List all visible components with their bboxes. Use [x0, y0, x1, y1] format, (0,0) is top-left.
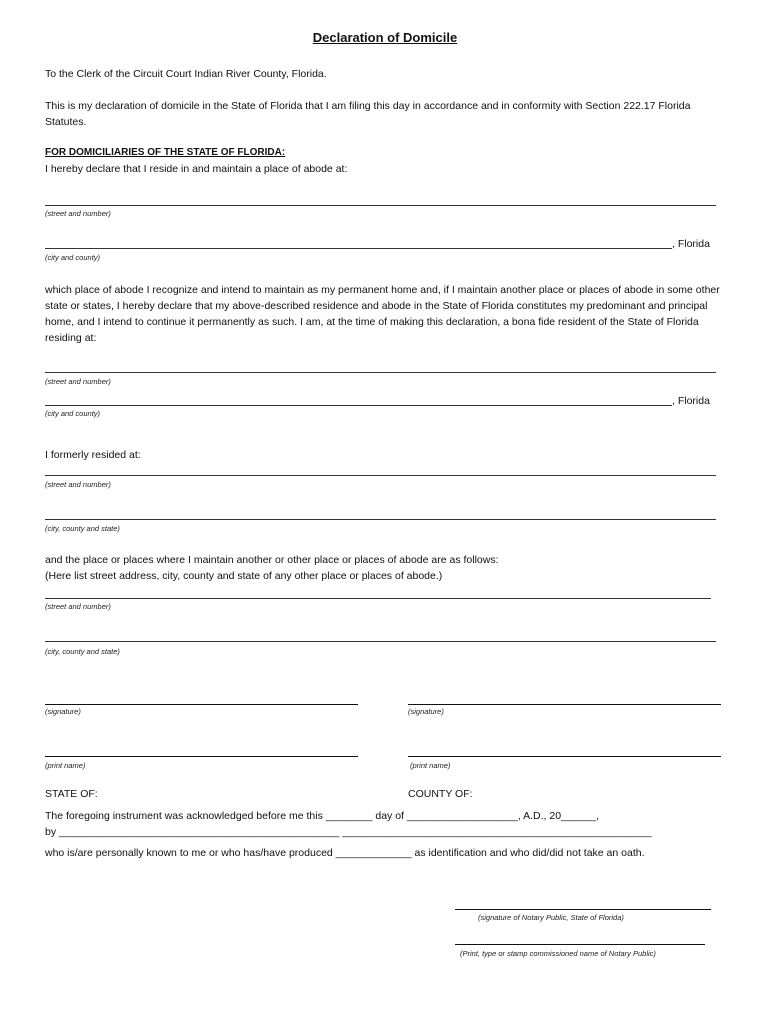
permanent-home-paragraph: which place of abode I recognize and intend to maintain as my permanent home and, if I maintain another place or places of abode in some other state or states, I hereby declare that my above-described residence and abode in the State of Florida constitutes my predominant and principal home, and I intend to continue it permanently as such. I am, at the time of making this declaration, a bona fide resident of the State of Florida residing at: [45, 284, 720, 344]
by-line: by ________________________________________________ _____________________________________________________ [45, 826, 652, 838]
former-city-caption: (city, county and state) [45, 524, 120, 533]
other-street-line[interactable] [45, 598, 711, 599]
intro-paragraph: This is my declaration of domicile in the State of Florida that I am filing this day in accordance and in conformity with Section 222.17 Florida Statutes. [45, 100, 691, 128]
street-number-caption-1: (street and number) [45, 209, 111, 218]
former-street-caption: (street and number) [45, 480, 111, 489]
acknowledgment-text: The foregoing instrument was acknowledged before me this ________ day of ___________________, A.D., 20______, [45, 810, 599, 822]
notary-name-line[interactable] [455, 944, 705, 945]
signature-line-right[interactable] [408, 704, 721, 705]
notary-signature-line[interactable] [455, 909, 711, 910]
florida-suffix-2: , Florida [672, 395, 710, 407]
street-number-line-2[interactable] [45, 372, 716, 373]
declare-text: I hereby declare that I reside in and maintain a place of abode at: [45, 163, 348, 175]
print-name-line-right[interactable] [408, 756, 721, 757]
print-name-caption-left: (print name) [45, 761, 86, 770]
signature-line-left[interactable] [45, 704, 358, 705]
city-county-line-2[interactable] [45, 405, 672, 406]
other-places-text: and the place or places where I maintain another or other place or places of abode are as follows: [45, 554, 499, 566]
signature-caption-left: (signature) [45, 707, 81, 716]
former-city-line[interactable] [45, 519, 716, 520]
formerly-resided-label: I formerly resided at: [45, 449, 141, 461]
former-street-line[interactable] [45, 475, 716, 476]
other-city-caption: (city, county and state) [45, 647, 120, 656]
street-number-caption-2: (street and number) [45, 377, 111, 386]
print-name-caption-right: (print name) [410, 761, 451, 770]
notary-name-caption: (Print, type or stamp commissioned name of Notary Public) [460, 949, 656, 958]
city-county-caption-1: (city and county) [45, 253, 101, 262]
other-street-caption: (street and number) [45, 602, 111, 611]
identification-text: who is/are personally known to me or who has/have produced _____________ as identification and who did/did not take an oath. [45, 847, 645, 859]
other-places-instructions: (Here list street address, city, county and state of any other place or places of abode.) [45, 570, 443, 582]
print-name-line-left[interactable] [45, 756, 358, 757]
city-county-caption-2: (city and county) [45, 409, 101, 418]
notary-signature-caption: (signature of Notary Public, State of Florida) [478, 913, 624, 922]
city-county-line-1[interactable] [45, 248, 672, 249]
section-heading: FOR DOMICILIARIES OF THE STATE OF FLORIDA: [45, 147, 286, 158]
other-city-line[interactable] [45, 641, 716, 642]
clerk-address: To the Clerk of the Circuit Court Indian River County, Florida. [45, 68, 327, 80]
street-number-line-1[interactable] [45, 205, 716, 206]
document-title: Declaration of Domicile [312, 30, 458, 45]
state-of-label: STATE OF: [45, 788, 98, 800]
florida-suffix-1: , Florida [672, 238, 710, 250]
signature-caption-right: (signature) [408, 707, 444, 716]
county-of-label: COUNTY OF: [408, 788, 473, 800]
